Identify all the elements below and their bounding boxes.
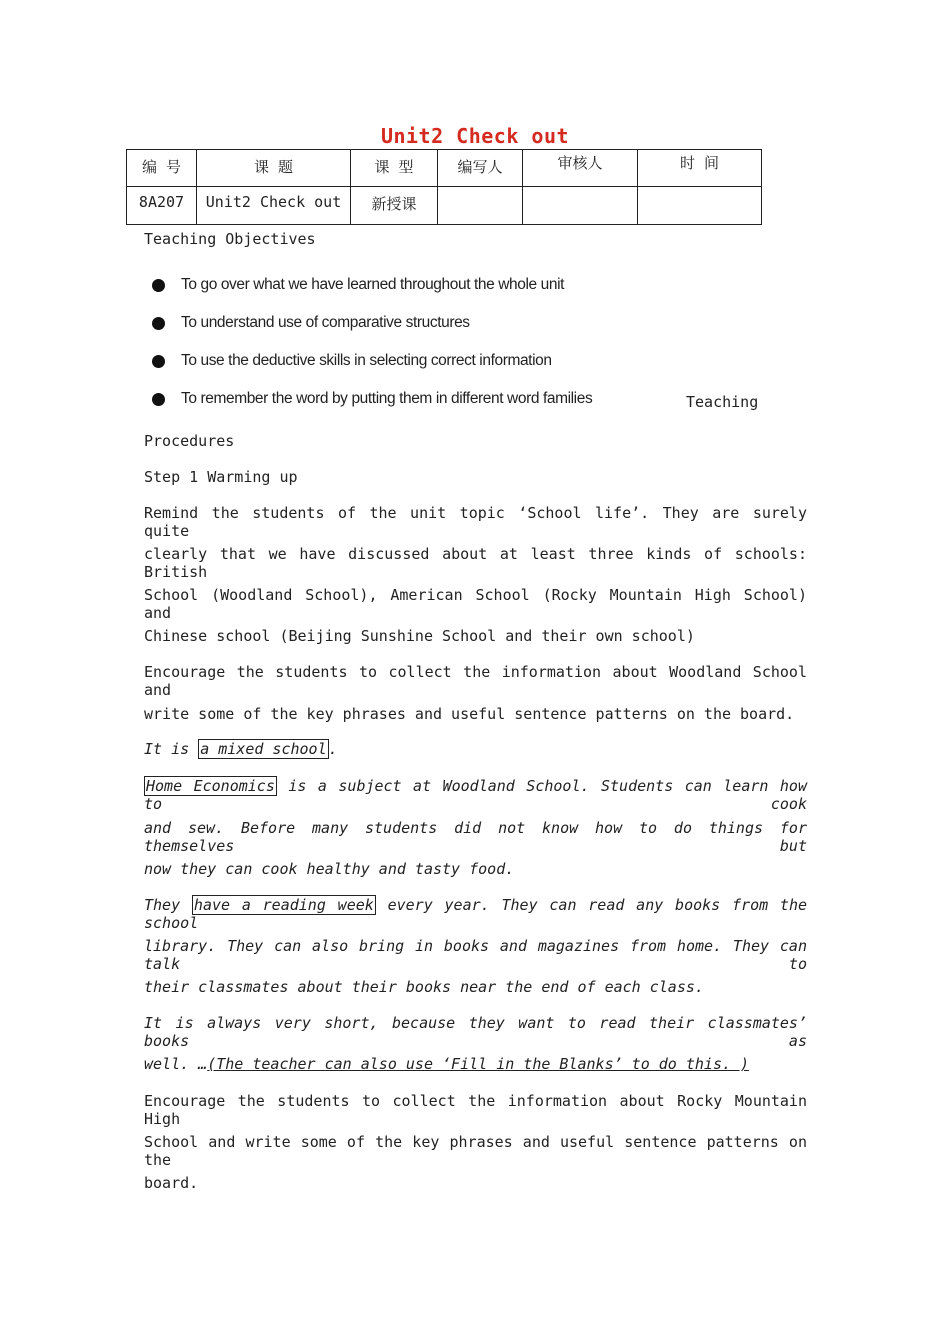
paragraph-line: board.: [144, 1174, 199, 1192]
objective-text: To remember the word by putting them in different word families: [181, 390, 593, 407]
objective-text: To use the deductive skills in selecting correct information: [181, 352, 552, 369]
paragraph-line: their classmates about their books near the end of each class.: [144, 978, 704, 996]
cell-reviewer: [523, 187, 638, 225]
boxed-phrase: a mixed school: [200, 740, 327, 758]
sentence-text: It is: [144, 740, 199, 758]
table-header-row: [127, 150, 762, 187]
sentence-text: .: [328, 740, 338, 758]
bullet-icon: [152, 355, 165, 368]
cell-type: 新授课: [351, 187, 438, 225]
objectives-heading: Teaching Objectives: [144, 230, 316, 248]
procedures-heading-part2: Procedures: [144, 432, 235, 450]
cell-author: [438, 187, 523, 225]
paragraph-line: Encourage the students to collect the information about Rocky Mountain High: [144, 1092, 807, 1128]
sentence-text: every year. They can read any books from the school: [144, 896, 808, 932]
list-item: [152, 266, 592, 304]
list-item: [152, 380, 592, 418]
header-cell-number: 编 号: [127, 150, 197, 187]
step-heading: Step 1 Warming up: [144, 468, 298, 486]
paragraph-line: Encourage the students to collect the information about Woodland School and: [144, 663, 807, 699]
list-item: [152, 342, 592, 380]
objective-text: To go over what we have learned throughout the whole unit: [181, 276, 565, 293]
paragraph-line: School (Woodland School), American School (Rocky Mountain High School) and: [144, 586, 807, 622]
bullet-icon: [152, 317, 165, 330]
boxed-phrase: Home Economics: [146, 777, 275, 795]
objective-text: To understand use of comparative structures: [181, 314, 470, 331]
lesson-info-table: [126, 149, 762, 225]
sentence-text: They: [144, 896, 192, 914]
paragraph-line: and sew. Before many students did not know how to do things for themselves but: [144, 819, 807, 855]
bullet-icon: [152, 279, 165, 292]
paragraph-line: clearly that we have discussed about at least three kinds of schools: British: [144, 545, 807, 581]
header-cell-time: 时 间: [638, 150, 762, 187]
document-title: Unit2 Check out: [380, 124, 570, 148]
sentence-text: is a subject at Woodland School. Students can learn how to cook: [144, 777, 807, 813]
paragraph-line: School and write some of the key phrases and useful sentence patterns on the: [144, 1133, 807, 1169]
paragraph-line: now they can cook healthy and tasty food.: [144, 860, 515, 878]
procedures-heading-part1: Teaching: [686, 393, 759, 411]
paragraph-line: It is always very short, because they want to read their classmates’ books as: [144, 1014, 807, 1050]
bullet-icon: [152, 393, 165, 406]
paragraph-line: write some of the key phrases and useful sentence patterns on the board.: [144, 705, 795, 723]
header-cell-topic: 课 题: [197, 150, 351, 187]
teacher-note: (The teacher can also use ‘Fill in the Blanks’ to do this. ): [207, 1055, 750, 1073]
objectives-list: [152, 266, 592, 418]
header-cell-reviewer: 审核人: [523, 150, 638, 187]
paragraph-line: Chinese school (Beijing Sunshine School and their own school): [144, 627, 695, 645]
header-cell-type: 课 型: [351, 150, 438, 187]
cell-topic: Unit2 Check out: [197, 187, 351, 225]
sentence-text: well. …: [144, 1055, 208, 1073]
paragraph-line: Remind the students of the unit topic ‘School life’. They are surely quite: [144, 504, 807, 540]
list-item: [152, 304, 592, 342]
cell-number: 8A207: [127, 187, 197, 225]
example-sentence: [144, 896, 807, 932]
cell-time: [638, 187, 762, 225]
example-sentence: [144, 1055, 749, 1073]
example-sentence: [144, 777, 807, 813]
paragraph-line: library. They can also bring in books and magazines from home. They can talk to: [144, 937, 807, 973]
example-sentence: [144, 740, 338, 758]
header-cell-author: 编写人: [438, 150, 523, 187]
table-row: [127, 187, 762, 225]
boxed-phrase: have a reading week: [193, 896, 374, 914]
